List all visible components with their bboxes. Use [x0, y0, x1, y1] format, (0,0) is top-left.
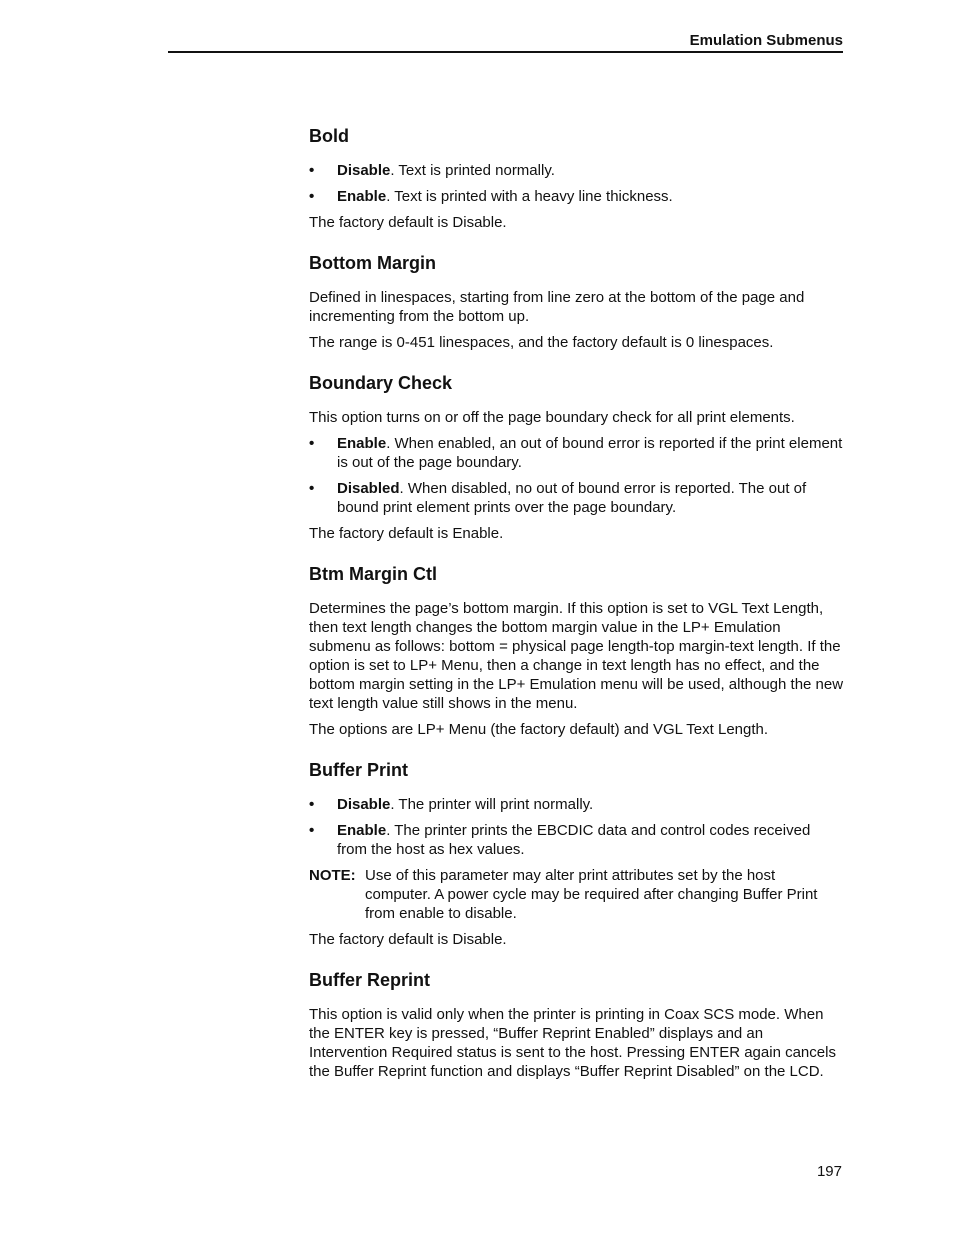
option-term: Disable	[337, 796, 391, 813]
bullet-icon: •	[309, 162, 315, 179]
option-description: . When enabled, an out of bound error is reported if the print element is out of the page boundary.	[337, 435, 843, 471]
section-heading: Buffer Reprint	[309, 970, 430, 990]
note-block	[309, 866, 844, 923]
option-term: Enable	[337, 435, 387, 452]
section-boundary-check	[309, 372, 844, 543]
note-text: Use of this parameter may alter print attributes set by the host computer. A power cycle may be required after changing Buffer Print from enable to disable.	[365, 867, 818, 922]
body-paragraph: This option is valid only when the printer is printing in Coax SCS mode. When the ENTER key is pressed, “Buffer Reprint Enabled” displays and an Intervention Required status is sent to the host. Pressing ENTER again cancels the Buffer Reprint function and displays “Buffer Reprint Disabled” on the LCD.	[309, 1006, 836, 1080]
body-paragraph: Determines the page’s bottom margin. If this option is set to VGL Text Length, then text length changes the bottom margin value in the LP+ Emulation submenu as follows: bottom = physical page length-top margin-text length. If the option is set to LP+ Menu, then a change in text length has no effect, and the bottom margin setting in the LP+ Emulation menu will be used, although the new text length value still shows in the menu.	[309, 600, 844, 712]
note-label: NOTE:	[309, 867, 356, 884]
body-paragraph: This option turns on or off the page boundary check for all print elements.	[309, 409, 795, 426]
option-list	[309, 795, 844, 859]
option-term: Disable	[337, 162, 391, 179]
option-list	[309, 434, 844, 517]
page-number: 197	[816, 1163, 842, 1180]
section-heading: Buffer Print	[309, 760, 408, 780]
body-paragraph: Defined in linespaces, starting from line zero at the bottom of the page and incrementing from the bottom up.	[309, 289, 805, 325]
list-item	[309, 187, 844, 206]
factory-default: The factory default is Disable.	[309, 931, 507, 948]
body-paragraph: The range is 0-451 linespaces, and the factory default is 0 linespaces.	[309, 334, 774, 351]
section-btm-margin-ctl	[309, 563, 844, 739]
section-heading: Bottom Margin	[309, 253, 436, 273]
option-description: . The printer will print normally.	[390, 796, 594, 813]
section-bottom-margin	[309, 252, 844, 352]
list-item	[309, 434, 844, 472]
option-list	[309, 161, 844, 206]
option-description: . When disabled, no out of bound error is reported. The out of bound print element prints over the page boundary.	[337, 480, 807, 516]
option-description: . The printer prints the EBCDIC data and control codes received from the host as hex values.	[337, 822, 811, 858]
option-term: Enable	[337, 822, 387, 839]
running-header	[168, 31, 843, 53]
list-item	[309, 161, 844, 180]
factory-default: The factory default is Disable.	[309, 214, 507, 231]
option-term: Enable	[337, 188, 387, 205]
bullet-icon: •	[309, 435, 315, 452]
page-content	[309, 125, 844, 1088]
option-description: . Text is printed with a heavy line thickness.	[386, 188, 673, 205]
list-item	[309, 795, 844, 814]
option-description: . Text is printed normally.	[390, 162, 555, 179]
bullet-icon: •	[309, 796, 315, 813]
body-paragraph: The options are LP+ Menu (the factory default) and VGL Text Length.	[309, 721, 769, 738]
section-bold	[309, 125, 844, 232]
running-header-title: Emulation Submenus	[689, 32, 843, 49]
section-heading: Btm Margin Ctl	[309, 564, 437, 584]
list-item	[309, 479, 844, 517]
section-buffer-print	[309, 759, 844, 949]
section-heading: Boundary Check	[309, 373, 453, 393]
factory-default: The factory default is Enable.	[309, 525, 504, 542]
bullet-icon: •	[309, 188, 315, 205]
bullet-icon: •	[309, 822, 315, 839]
section-heading: Bold	[309, 126, 349, 146]
bullet-icon: •	[309, 480, 315, 497]
list-item	[309, 821, 844, 859]
section-buffer-reprint	[309, 969, 844, 1081]
option-term: Disabled	[337, 480, 400, 497]
